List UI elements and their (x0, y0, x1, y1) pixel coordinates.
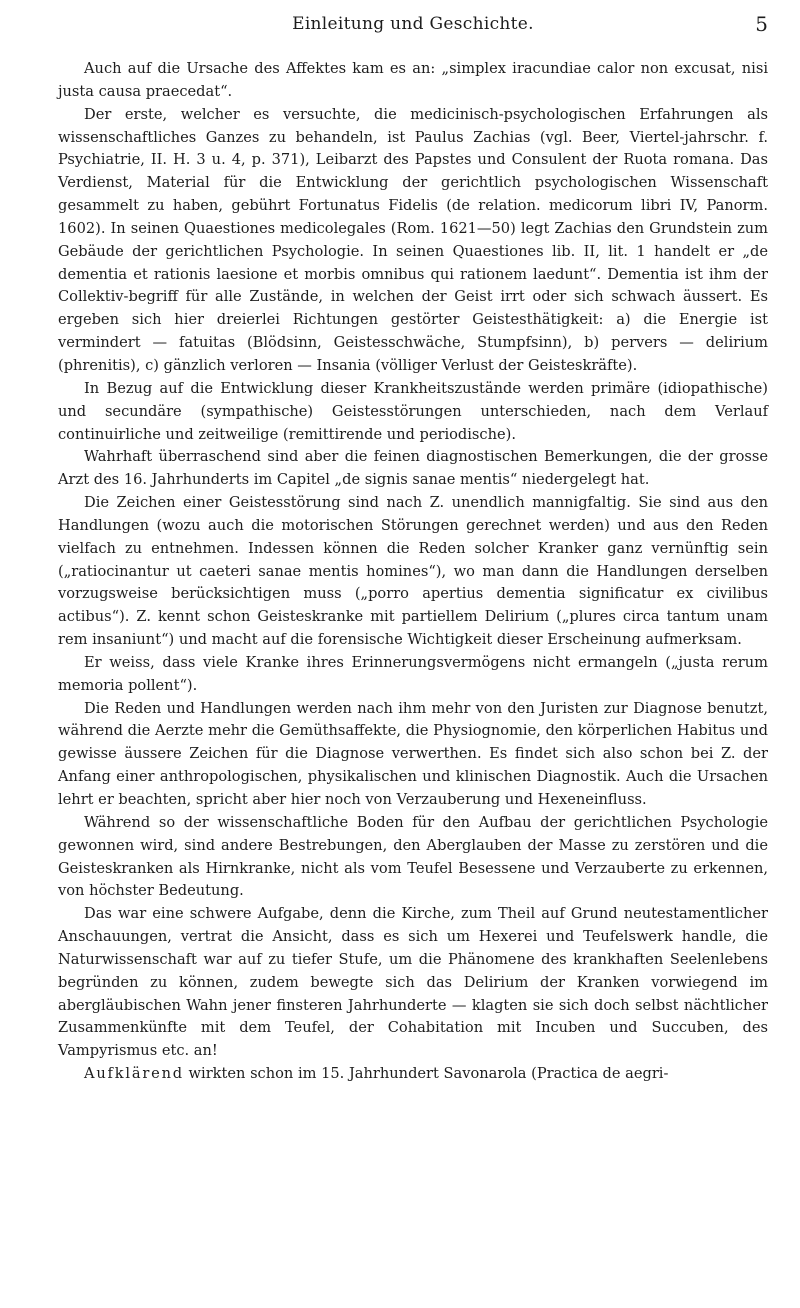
text-segment: Der erste, welcher es versuchte, die medicinisch-psychologischen Erfahrungen als wissenschaftliches Ganzes zu behandeln, ist Paulus Zachias (vgl. Beer, Viertel-jahrschr. f. Psychiatrie, II. H. 3 u. 4, p. 371), Leibarzt des Papstes und Consulent der Ruota romana. Das Verdienst, Material für die Entwicklung der gerichtlich psychologischen Wissenschaft gesammelt zu haben, gebührt Fortunatus Fidelis (de relation. medicorum libri IV, Panorm. 1602). In seinen Quaestiones medicolegales (Rom. 1621—50) legt Zachias den Grundstein zum Gebäude der gerichtlichen Psychologie. In seinen Quaestiones lib. II, lit. 1 handelt er „de dementia et rationis laesione et morbis omnibus qui rationem laedunt“. Dementia ist ihm der Collektiv-begriff für alle Zustände, in welchen der Geist irrt oder sich schwach äussert. Es ergeben sich hier dreierlei Richtungen gestörter Geistesthätigkeit: a) die Energie ist vermindert — fatuitas (Blödsinn, Geistesschwäche, Stumpfsinn), b) pervers — delirium (phrenitis), c) gänzlich verloren — Insania (völliger Verlust der Geisteskräfte). (58, 105, 768, 374)
paragraph-2 (58, 104, 768, 378)
text-segment: Wahrhaft überraschend sind aber die feinen diagnostischen Bemerkungen, die der grosse Arzt des 16. Jahrhunderts im Capitel „de signis sanae mentis“ niedergelegt hat. (58, 448, 768, 489)
chapter-title: Einleitung und Geschichte. (292, 14, 534, 34)
text-segment: Die Zeichen einer Geistesstörung sind nach Z. unendlich mannigfaltig. Sie sind aus den Handlungen (wozu auch die motorischen Störungen gerechnet werden) und aus den Reden vielfach zu entnehmen. Indessen können die Reden solcher Kranker ganz vernünftig sein („ratiocinantur ut caeteri sanae mentis homines“), wo man dann die Handlungen derselben vorzugsweise berücksichtigen muss („porro apertius dementia significatur ex civilibus actibus“). Z. kennt schon Geisteskranke mit partiellem Delirium („plures circa tantum unam rem insaniunt“) und macht auf die forensische Wichtigkeit dieser Erscheinung aufmerksam. (58, 494, 768, 649)
paragraph-7 (58, 698, 768, 812)
text-segment: Auch auf die Ursache des Affektes kam es an: „simplex iracundiae calor non excusat, nisi justa causa praecedat“. (58, 60, 768, 100)
paragraph-8 (58, 812, 768, 903)
paragraph-4 (58, 446, 768, 492)
paragraph-9 (58, 903, 768, 1063)
text-segment: Er weiss, dass viele Kranke ihres Erinnerungsvermögens nicht ermangeln („justa rerum memoria pollent“). (58, 653, 768, 694)
running-header (58, 0, 768, 48)
paragraph-1 (58, 58, 768, 104)
text-segment: Die Reden und Handlungen werden nach ihm mehr von den Juristen zur Diagnose benutzt, während die Aerzte mehr die Gemüthsaffekte, die Physiognomie, den körperlichen Habitus und gewisse äussere Zeichen für die Diagnose verwerthen. Es findet sich also schon bei Z. der Anfang einer anthropologischen, physikalischen und klinischen Diagnostik. Auch die Ursachen lehrt er beachten, spricht aber hier noch von Verzauberung und Hexeneinfluss. (58, 699, 768, 808)
spaced-emphasis: Aufklärend (84, 1065, 184, 1083)
paragraph-6 (58, 652, 768, 698)
text-segment: In Bezug auf die Entwicklung dieser Krankheitszustände werden primäre (idiopathische) und secundäre (sympathische) Geistesstörungen unterschieden, nach dem Verlauf continuirliche und zeitweilige (remittirende und periodische). (58, 379, 768, 443)
page-number: 5 (755, 12, 768, 36)
paragraph-5 (58, 492, 768, 652)
paragraph-10 (58, 1063, 768, 1086)
book-page (58, 0, 768, 1086)
paragraph-3 (58, 378, 768, 447)
text-segment: Das war eine schwere Aufgabe, denn die Kirche, zum Theil auf Grund neutestamentlicher Anschauungen, vertrat die Ansicht, dass es sich um Hexerei und Teufelswerk handle, die Naturwissenschaft war auf zu tiefer Stufe, um die Phänomene des krankhaften Seelenlebens begründen zu können, zudem bewegte sich das Delirium der Kranken vorwiegend im abergläubischen Wahn jener finsteren Jahrhunderte — klagten sie sich doch selbst nächtlicher Zusammenkünfte mit dem Teufel, der Cohabitation mit Incuben und Succuben, des Vampyrismus etc. an! (58, 905, 768, 1060)
body-text (58, 58, 768, 1086)
text-segment: Während so der wissenschaftliche Boden für den Aufbau der gerichtlichen Psychologie gewonnen wird, sind andere Bestrebungen, den Aberglauben der Masse zu zerstören und die Geisteskranken als Hirnkranke, nicht als vom Teufel Besessene und Verzauberte zu erkennen, von höchster Bedeutung. (58, 813, 768, 900)
text-segment: wirkten schon im 15. Jahrhundert Savonarola (Practica de aegri- (183, 1065, 669, 1083)
